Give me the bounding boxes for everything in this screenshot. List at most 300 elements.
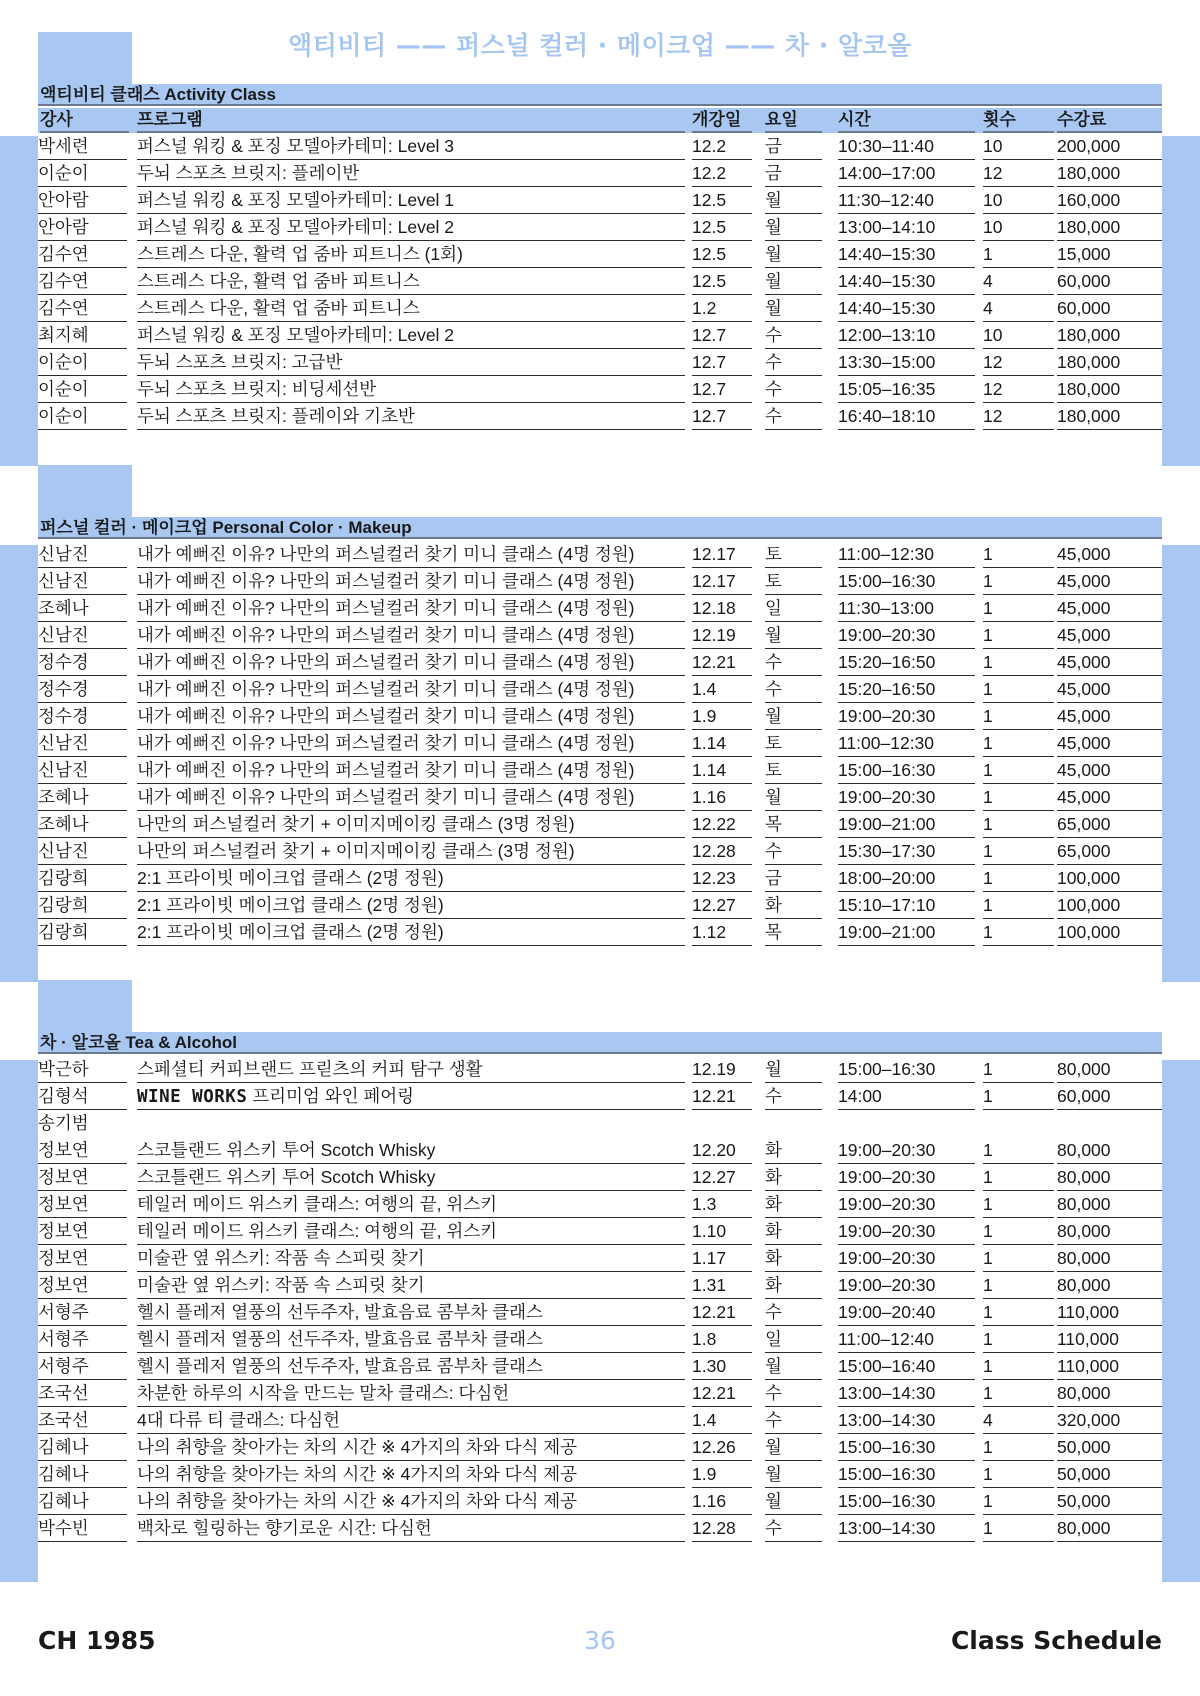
schedule-rows	[0, 1056, 1200, 1542]
table-row	[0, 811, 1200, 838]
cell-time: 15:20–16:50	[838, 649, 975, 676]
cell-start-date: 1.4	[692, 1407, 752, 1434]
cell-day: 금	[765, 133, 822, 160]
table-row	[0, 349, 1200, 376]
cell-sessions: 1	[983, 1434, 1054, 1461]
table-row	[0, 1353, 1200, 1380]
cell-instructor: 안아람	[38, 214, 127, 241]
cell-program: 퍼스널 워킹 & 포징 모델아카테미: Level 1	[137, 187, 685, 214]
cell-fee: 50,000	[1057, 1434, 1162, 1461]
cell-day: 일	[765, 1326, 822, 1353]
cell-fee: 110,000	[1057, 1353, 1162, 1380]
decor-block	[38, 465, 132, 519]
cell-time: 11:00–12:40	[838, 1326, 975, 1353]
section-header-activity: 액티비티 클래스 Activity Class	[38, 84, 1162, 106]
cell-instructor: 조혜나	[38, 784, 127, 811]
cell-start-date: 12.27	[692, 892, 752, 919]
cell-start-date: 12.26	[692, 1434, 752, 1461]
cell-start-date: 12.7	[692, 322, 752, 349]
cell-fee: 200,000	[1057, 133, 1162, 160]
cell-day: 화	[765, 1245, 822, 1272]
table-row	[0, 919, 1200, 946]
cell-instructor: 이순이	[38, 349, 127, 376]
cell-program: 나만의 퍼스널컬러 찾기 + 이미지메이킹 클래스 (3명 정원)	[137, 811, 685, 838]
cell-start-date: 1.17	[692, 1245, 752, 1272]
table-row	[0, 1515, 1200, 1542]
cell-sessions: 1	[983, 676, 1054, 703]
cell-start-date: 12.7	[692, 349, 752, 376]
cell-sessions: 10	[983, 322, 1054, 349]
cell-fee: 100,000	[1057, 919, 1162, 946]
cell-sessions: 1	[983, 1245, 1054, 1272]
cell-sessions: 12	[983, 349, 1054, 376]
cell-day: 수	[765, 838, 822, 865]
cell-sessions: 1	[983, 811, 1054, 838]
page-number: 36	[584, 1626, 616, 1655]
cell-time: 14:40–15:30	[838, 241, 975, 268]
cell-fee: 50,000	[1057, 1488, 1162, 1515]
cell-day: 월	[765, 268, 822, 295]
cell-instructor: 이순이	[38, 160, 127, 187]
cell-program: 퍼스널 워킹 & 포징 모델아카테미: Level 2	[137, 214, 685, 241]
cell-day: 월	[765, 241, 822, 268]
cell-day: 수	[765, 376, 822, 403]
table-row	[0, 676, 1200, 703]
cell-fee: 45,000	[1057, 730, 1162, 757]
cell-program	[137, 1083, 685, 1110]
cell-sessions: 12	[983, 403, 1054, 430]
cell-start-date: 12.17	[692, 541, 752, 568]
cell-time: 13:00–14:30	[838, 1380, 975, 1407]
cell-start-date: 12.5	[692, 214, 752, 241]
cell-sessions: 1	[983, 1191, 1054, 1218]
cell-instructor: 정수경	[38, 703, 127, 730]
cell-day: 월	[765, 1056, 822, 1083]
cell-fee: 45,000	[1057, 622, 1162, 649]
cell-program: 테일러 메이드 위스키 클래스: 여행의 끝, 위스키	[137, 1191, 685, 1218]
cell-sessions: 1	[983, 1515, 1054, 1542]
cell-instructor: 서형주	[38, 1353, 127, 1380]
cell-instructor: 김혜나	[38, 1488, 127, 1515]
column-header-day: 요일	[765, 108, 822, 133]
cell-day: 수	[765, 1083, 822, 1110]
cell-start-date: 12.5	[692, 187, 752, 214]
cell-program: 두뇌 스포츠 브릿지: 비딩세션반	[137, 376, 685, 403]
cell-instructor: 김수연	[38, 241, 127, 268]
section-header-tea-alcohol: 차 · 알코올 Tea & Alcohol	[38, 1032, 1162, 1054]
cell-program: 2:1 프라이빗 메이크업 클래스 (2명 정원)	[137, 919, 685, 946]
cell-time: 13:00–14:30	[838, 1515, 975, 1542]
cell-instructor: 정수경	[38, 649, 127, 676]
cell-time: 15:20–16:50	[838, 676, 975, 703]
cell-program: 헬시 플레저 열풍의 선두주자, 발효음료 콤부차 클래스	[137, 1326, 685, 1353]
decor-block	[38, 980, 132, 1034]
table-row	[0, 1191, 1200, 1218]
cell-start-date: 12.18	[692, 595, 752, 622]
cell-fee: 80,000	[1057, 1218, 1162, 1245]
cell-sessions: 1	[983, 568, 1054, 595]
cell-day: 수	[765, 322, 822, 349]
cell-time: 15:00–16:30	[838, 1461, 975, 1488]
cell-instructor: 박수빈	[38, 1515, 127, 1542]
cell-start-date: 12.19	[692, 1056, 752, 1083]
table-row	[0, 865, 1200, 892]
cell-day: 월	[765, 622, 822, 649]
table-row	[0, 1272, 1200, 1299]
cell-fee: 60,000	[1057, 1083, 1162, 1110]
cell-fee: 160,000	[1057, 187, 1162, 214]
cell-instructor: 정수경	[38, 676, 127, 703]
cell-sessions: 10	[983, 133, 1054, 160]
cell-start-date: 12.21	[692, 1380, 752, 1407]
cell-day: 토	[765, 541, 822, 568]
cell-time: 19:00–20:40	[838, 1299, 975, 1326]
cell-fee: 180,000	[1057, 403, 1162, 430]
cell-day: 월	[765, 1488, 822, 1515]
cell-start-date: 12.28	[692, 1515, 752, 1542]
cell-program: 내가 예뻐진 이유? 나만의 퍼스널컬러 찾기 미니 클래스 (4명 정원)	[137, 541, 685, 568]
cell-fee: 45,000	[1057, 784, 1162, 811]
cell-instructor: 서형주	[38, 1299, 127, 1326]
cell-fee: 80,000	[1057, 1515, 1162, 1542]
cell-time: 11:30–13:00	[838, 595, 975, 622]
cell-sessions: 1	[983, 1137, 1054, 1164]
cell-start-date: 12.5	[692, 268, 752, 295]
table-row	[0, 649, 1200, 676]
cell-fee: 180,000	[1057, 214, 1162, 241]
cell-sessions: 4	[983, 268, 1054, 295]
cell-program: 내가 예뻐진 이유? 나만의 퍼스널컬러 찾기 미니 클래스 (4명 정원)	[137, 703, 685, 730]
table-row	[0, 622, 1200, 649]
cell-start-date: 1.9	[692, 1461, 752, 1488]
cell-program: 스페셜티 커피브랜드 프릳츠의 커피 탐구 생활	[137, 1056, 685, 1083]
cell-sessions: 1	[983, 595, 1054, 622]
cell-instructor: 정보연	[38, 1272, 127, 1299]
cell-instructor: 조혜나	[38, 595, 127, 622]
column-header-row	[38, 108, 1162, 133]
cell-time: 13:30–15:00	[838, 349, 975, 376]
cell-day: 월	[765, 784, 822, 811]
cell-time: 19:00–20:30	[838, 1137, 975, 1164]
cell-start-date: 12.7	[692, 403, 752, 430]
cell-instructor: 정보연	[38, 1218, 127, 1245]
cell-program: 내가 예뻐진 이유? 나만의 퍼스널컬러 찾기 미니 클래스 (4명 정원)	[137, 649, 685, 676]
cell-program: 나만의 퍼스널컬러 찾기 + 이미지메이킹 클래스 (3명 정원)	[137, 838, 685, 865]
cell-instructor: 최지혜	[38, 322, 127, 349]
cell-program: 내가 예뻐진 이유? 나만의 퍼스널컬러 찾기 미니 클래스 (4명 정원)	[137, 676, 685, 703]
cell-program: 두뇌 스포츠 브릿지: 고급반	[137, 349, 685, 376]
table-row	[0, 1434, 1200, 1461]
table-row	[0, 241, 1200, 268]
cell-sessions: 1	[983, 1272, 1054, 1299]
footer-section-label: Class Schedule	[950, 1626, 1162, 1655]
cell-start-date: 1.8	[692, 1326, 752, 1353]
cell-sessions: 4	[983, 1407, 1054, 1434]
cell-day: 화	[765, 1164, 822, 1191]
table-row	[0, 784, 1200, 811]
cell-program: 스트레스 다운, 활력 업 줌바 피트니스	[137, 268, 685, 295]
cell-day: 월	[765, 1353, 822, 1380]
cell-time: 19:00–21:00	[838, 919, 975, 946]
cell-instructor: 이순이	[38, 376, 127, 403]
cell-sessions: 1	[983, 649, 1054, 676]
cell-sessions: 1	[983, 1488, 1054, 1515]
cell-start-date: 1.10	[692, 1218, 752, 1245]
column-header-start-date: 개강일	[692, 108, 752, 133]
cell-fee: 45,000	[1057, 541, 1162, 568]
table-row	[0, 892, 1200, 919]
table-row	[0, 1299, 1200, 1326]
cell-sessions: 1	[983, 622, 1054, 649]
cell-program: 미술관 옆 위스키: 작품 속 스피릿 찾기	[137, 1245, 685, 1272]
cell-instructor: 박세련	[38, 133, 127, 160]
column-header-sessions: 횟수	[983, 108, 1054, 133]
cell-fee: 65,000	[1057, 811, 1162, 838]
cell-time: 14:40–15:30	[838, 295, 975, 322]
cell-fee: 100,000	[1057, 892, 1162, 919]
table-row	[0, 214, 1200, 241]
cell-sessions: 1	[983, 784, 1054, 811]
cell-start-date: 1.9	[692, 703, 752, 730]
cell-instructor: 정보연	[38, 1164, 127, 1191]
cell-day: 월	[765, 1461, 822, 1488]
cell-instructor: 이순이	[38, 403, 127, 430]
cell-start-date: 12.19	[692, 622, 752, 649]
cell-sessions: 12	[983, 376, 1054, 403]
cell-day: 수	[765, 1380, 822, 1407]
cell-program: 헬시 플레저 열풍의 선두주자, 발효음료 콤부차 클래스	[137, 1299, 685, 1326]
cell-day: 목	[765, 919, 822, 946]
cell-fee: 180,000	[1057, 322, 1162, 349]
cell-time: 18:00–20:00	[838, 865, 975, 892]
cell-sessions: 1	[983, 838, 1054, 865]
cell-program: 스코틀랜드 위스키 투어 Scotch Whisky	[137, 1164, 685, 1191]
cell-instructor: 박근하	[38, 1056, 127, 1083]
cell-time: 19:00–20:30	[838, 622, 975, 649]
cell-day: 수	[765, 1299, 822, 1326]
cell-program: 두뇌 스포츠 브릿지: 플레이반	[137, 160, 685, 187]
cell-fee: 45,000	[1057, 676, 1162, 703]
cell-start-date: 12.20	[692, 1137, 752, 1164]
cell-fee: 180,000	[1057, 376, 1162, 403]
cell-time: 15:00–16:30	[838, 1488, 975, 1515]
cell-time: 15:00–16:30	[838, 1056, 975, 1083]
cell-fee: 45,000	[1057, 649, 1162, 676]
table-row-continuation	[0, 1110, 1200, 1137]
cell-program: 내가 예뻐진 이유? 나만의 퍼스널컬러 찾기 미니 클래스 (4명 정원)	[137, 595, 685, 622]
cell-time: 19:00–20:30	[838, 1164, 975, 1191]
cell-sessions: 1	[983, 919, 1054, 946]
cell-day: 일	[765, 595, 822, 622]
cell-instructor: 신남진	[38, 568, 127, 595]
cell-day: 수	[765, 403, 822, 430]
cell-sessions: 1	[983, 1299, 1054, 1326]
cell-fee: 180,000	[1057, 349, 1162, 376]
cell-sessions: 1	[983, 1461, 1054, 1488]
cell-instructor: 김수연	[38, 295, 127, 322]
cell-sessions: 10	[983, 187, 1054, 214]
cell-instructor: 안아람	[38, 187, 127, 214]
table-row	[0, 322, 1200, 349]
cell-program: 스트레스 다운, 활력 업 줌바 피트니스 (1회)	[137, 241, 685, 268]
cell-fee: 80,000	[1057, 1245, 1162, 1272]
cell-fee: 65,000	[1057, 838, 1162, 865]
cell-day: 월	[765, 703, 822, 730]
cell-program: 스트레스 다운, 활력 업 줌바 피트니스	[137, 295, 685, 322]
cell-fee: 80,000	[1057, 1056, 1162, 1083]
cell-program: 내가 예뻐진 이유? 나만의 퍼스널컬러 찾기 미니 클래스 (4명 정원)	[137, 784, 685, 811]
cell-start-date: 12.21	[692, 1299, 752, 1326]
cell-instructor: 조국선	[38, 1407, 127, 1434]
cell-time: 15:00–16:30	[838, 568, 975, 595]
table-row	[0, 133, 1200, 160]
table-row	[0, 268, 1200, 295]
cell-day: 화	[765, 1137, 822, 1164]
cell-instructor: 김혜나	[38, 1434, 127, 1461]
cell-day: 수	[765, 1515, 822, 1542]
cell-sessions: 1	[983, 1164, 1054, 1191]
cell-start-date: 12.7	[692, 376, 752, 403]
cell-time: 14:00	[838, 1083, 975, 1110]
cell-fee: 45,000	[1057, 568, 1162, 595]
cell-start-date: 1.4	[692, 676, 752, 703]
cell-start-date: 12.5	[692, 241, 752, 268]
table-row	[0, 1218, 1200, 1245]
cell-fee: 45,000	[1057, 757, 1162, 784]
table-row	[0, 1245, 1200, 1272]
cell-fee: 15,000	[1057, 241, 1162, 268]
cell-time: 19:00–20:30	[838, 784, 975, 811]
cell-instructor: 신남진	[38, 622, 127, 649]
cell-start-date: 12.22	[692, 811, 752, 838]
cell-sessions: 1	[983, 1083, 1054, 1110]
table-row	[0, 160, 1200, 187]
cell-start-date: 12.21	[692, 649, 752, 676]
cell-sessions: 1	[983, 1218, 1054, 1245]
cell-sessions: 1	[983, 1380, 1054, 1407]
cell-sessions: 1	[983, 703, 1054, 730]
cell-fee: 110,000	[1057, 1326, 1162, 1353]
cell-instructor: 김혜나	[38, 1461, 127, 1488]
cell-start-date: 12.27	[692, 1164, 752, 1191]
cell-instructor: 정보연	[38, 1137, 127, 1164]
table-row	[0, 187, 1200, 214]
cell-day: 수	[765, 349, 822, 376]
cell-start-date: 1.12	[692, 919, 752, 946]
column-header-instructor: 강사	[40, 108, 129, 133]
cell-program: 테일러 메이드 위스키 클래스: 여행의 끝, 위스키	[137, 1218, 685, 1245]
cell-time: 15:05–16:35	[838, 376, 975, 403]
table-row	[0, 757, 1200, 784]
cell-program: 내가 예뻐진 이유? 나만의 퍼스널컬러 찾기 미니 클래스 (4명 정원)	[137, 757, 685, 784]
cell-time: 14:40–15:30	[838, 268, 975, 295]
table-row	[0, 730, 1200, 757]
cell-program: 2:1 프라이빗 메이크업 클래스 (2명 정원)	[137, 892, 685, 919]
cell-start-date: 12.2	[692, 133, 752, 160]
cell-fee: 50,000	[1057, 1461, 1162, 1488]
table-row	[0, 703, 1200, 730]
cell-time: 13:00–14:10	[838, 214, 975, 241]
cell-time: 11:00–12:30	[838, 541, 975, 568]
table-row	[0, 403, 1200, 430]
cell-time: 19:00–20:30	[838, 1272, 975, 1299]
cell-day: 수	[765, 649, 822, 676]
cell-instructor: 조국선	[38, 1380, 127, 1407]
cell-fee: 80,000	[1057, 1272, 1162, 1299]
cell-day: 금	[765, 160, 822, 187]
cell-day: 화	[765, 1191, 822, 1218]
cell-start-date: 1.31	[692, 1272, 752, 1299]
schedule-rows	[0, 541, 1200, 946]
cell-sessions: 10	[983, 214, 1054, 241]
cell-start-date: 12.23	[692, 865, 752, 892]
cell-program: 내가 예뻐진 이유? 나만의 퍼스널컬러 찾기 미니 클래스 (4명 정원)	[137, 730, 685, 757]
cell-time: 14:00–17:00	[838, 160, 975, 187]
cell-start-date: 1.3	[692, 1191, 752, 1218]
footer-brand: CH 1985	[38, 1626, 156, 1655]
table-row	[0, 1380, 1200, 1407]
cell-start-date: 12.28	[692, 838, 752, 865]
cell-day: 수	[765, 676, 822, 703]
cell-program: 두뇌 스포츠 브릿지: 플레이와 기초반	[137, 403, 685, 430]
cell-fee: 60,000	[1057, 295, 1162, 322]
cell-day: 토	[765, 757, 822, 784]
cell-fee: 180,000	[1057, 160, 1162, 187]
cell-start-date: 1.16	[692, 1488, 752, 1515]
cell-fee: 110,000	[1057, 1299, 1162, 1326]
cell-time: 19:00–20:30	[838, 1245, 975, 1272]
cell-sessions: 1	[983, 730, 1054, 757]
cell-instructor: 송기범	[38, 1113, 89, 1133]
cell-fee: 80,000	[1057, 1164, 1162, 1191]
cell-sessions: 1	[983, 241, 1054, 268]
cell-start-date: 12.2	[692, 160, 752, 187]
program-text: 프리미엄 와인 페어링	[247, 1086, 415, 1106]
table-row	[0, 1083, 1200, 1110]
cell-instructor: 정보연	[38, 1191, 127, 1218]
page-title: 액티비티 —— 퍼스널 컬러 · 메이크업 —— 차 · 알코올	[288, 31, 912, 60]
cell-day: 화	[765, 892, 822, 919]
cell-program: 차분한 하루의 시작을 만드는 말차 클래스: 다심헌	[137, 1380, 685, 1407]
cell-instructor: 김형석	[38, 1083, 127, 1110]
cell-day: 월	[765, 214, 822, 241]
cell-instructor: 김랑희	[38, 865, 127, 892]
cell-time: 11:30–12:40	[838, 187, 975, 214]
cell-fee: 80,000	[1057, 1380, 1162, 1407]
cell-time: 19:00–20:30	[838, 1218, 975, 1245]
cell-time: 11:00–12:30	[838, 730, 975, 757]
cell-day: 월	[765, 1434, 822, 1461]
cell-time: 13:00–14:30	[838, 1407, 975, 1434]
cell-instructor: 김랑희	[38, 919, 127, 946]
cell-program: 미술관 옆 위스키: 작품 속 스피릿 찾기	[137, 1272, 685, 1299]
cell-sessions: 1	[983, 1056, 1054, 1083]
section-header-personal-color: 퍼스널 컬러 · 메이크업 Personal Color · Makeup	[38, 517, 1162, 539]
cell-start-date: 12.21	[692, 1083, 752, 1110]
cell-instructor: 김랑희	[38, 892, 127, 919]
cell-program: 내가 예뻐진 이유? 나만의 퍼스널컬러 찾기 미니 클래스 (4명 정원)	[137, 622, 685, 649]
cell-sessions: 12	[983, 160, 1054, 187]
cell-start-date: 12.17	[692, 568, 752, 595]
cell-fee: 80,000	[1057, 1137, 1162, 1164]
table-row	[0, 1137, 1200, 1164]
cell-time: 15:00–16:30	[838, 757, 975, 784]
cell-day: 토	[765, 568, 822, 595]
table-row	[0, 1326, 1200, 1353]
cell-day: 금	[765, 865, 822, 892]
cell-time: 10:30–11:40	[838, 133, 975, 160]
cell-start-date: 1.30	[692, 1353, 752, 1380]
